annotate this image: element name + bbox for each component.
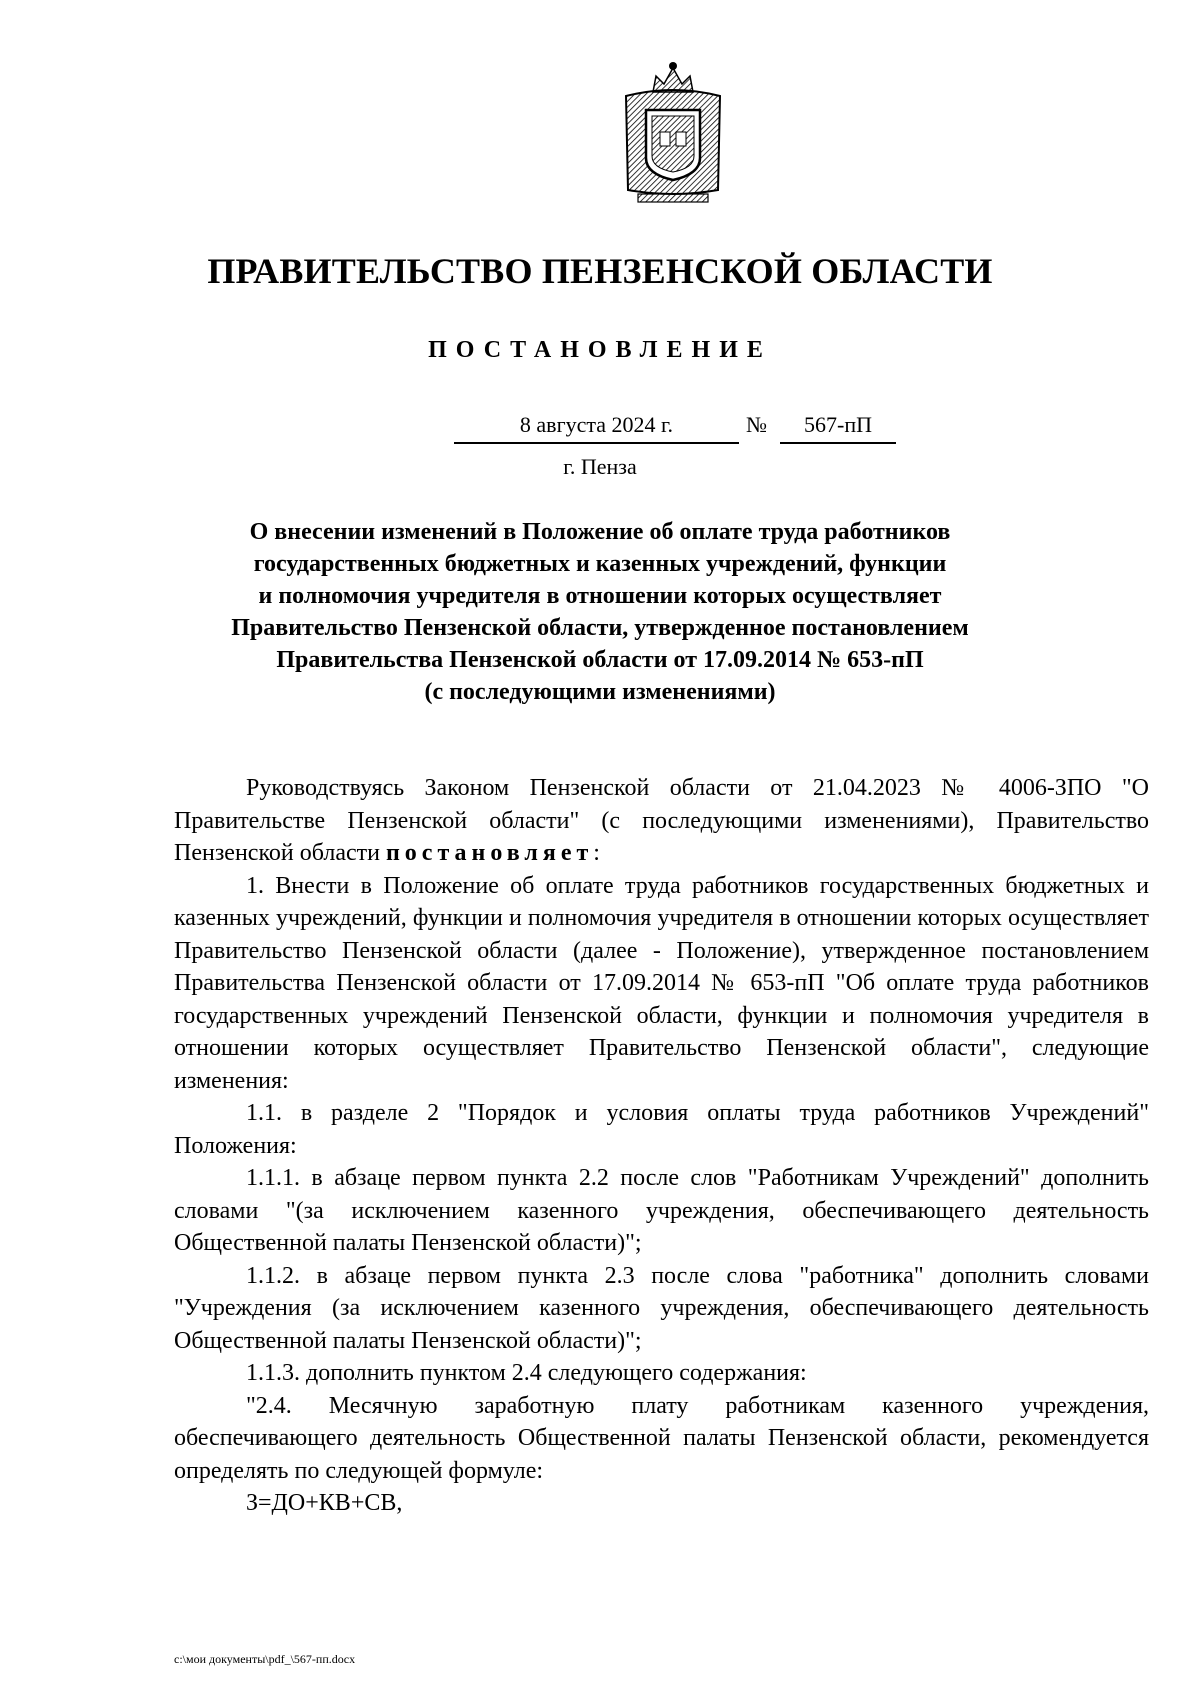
title-line: О внесении изменений в Положение об оплате труда работников (249, 519, 951, 545)
title-line: Правительство Пензенской области, утвержденное постановлением (231, 615, 969, 641)
document-type: ПОСТАНОВЛЕНИЕ (428, 337, 772, 363)
city: г. Пенза (563, 454, 637, 479)
document-body (174, 772, 1149, 1520)
penza-region-coat-of-arms-icon (608, 58, 738, 208)
paragraph-1-1-1: 1.1.1. в абзаце первом пункта 2.2 после слов "Работникам Учреждений" дополнить словами "(за исключением казенного учреждения, обеспечивающего деятельность Общественной палаты Пензенской области)"; (174, 1165, 1149, 1256)
title-line: (с последующими изменениями) (424, 679, 776, 705)
paragraph-1-1: 1.1. в разделе 2 "Порядок и условия оплаты труда работников Учреждений" Положения: (174, 1100, 1149, 1159)
government-name: ПРАВИТЕЛЬСТВО ПЕНЗЕНСКОЙ ОБЛАСТИ (207, 251, 993, 291)
intro-paragraph (174, 772, 1149, 870)
paragraph-2-4: "2.4. Месячную заработную плату работникам казенного учреждения, обеспечивающего деятельность Общественной палаты Пензенской области, рекомендуется определять по следующей формуле: (174, 1392, 1149, 1484)
formula: З=ДО+КВ+СВ, (246, 1490, 403, 1516)
intro-end: : (593, 840, 600, 866)
file-path-footer: c:\мои документы\pdf_\567-пп.docx (174, 1652, 356, 1666)
paragraph-1-1-2: 1.1.2. в абзаце первом пункта 2.3 после слова "работника" дополнить словами "Учреждения (за исключением казенного учреждения, обеспечивающего деятельность Общественной палаты Пензенской области)"; (174, 1262, 1149, 1354)
paragraph-1-1-3: 1.1.3. дополнить пунктом 2.4 следующего содержания: (246, 1360, 807, 1386)
title-line: Правительства Пензенской области от 17.09.2014 № 653-пП (276, 647, 924, 673)
document-title (200, 516, 1000, 708)
document-number: 567-пП (780, 412, 896, 444)
title-line: и полномочия учредителя в отношении которых осуществляет (258, 583, 942, 609)
document-date: 8 августа 2024 г. (454, 412, 739, 444)
intro-text: Руководствуясь Законом Пензенской области от 21.04.2023 № 4006-ЗПО "О Правительстве Пензенской области" (с последующими изменениями), Правительство Пензенской области (174, 775, 1149, 866)
paragraph-1: 1. Внести в Положение об оплате труда работников государственных бюджетных и казенных учреждений, функции и полномочия учредителя в отношении которых осуществляет Правительство Пензенской области (далее - Положение), утвержденное постановлением Правительства Пензенской области от 17.09.2014 № 653-пП "Об оплате труда работников государственных учреждений Пензенской области, функции и полномочия учредителя в отношении которых осуществляет Правительство Пензенской области", следующие изменения: (174, 872, 1149, 1094)
resolves-keyword: постановляет (385, 840, 594, 866)
number-sign: № (746, 412, 767, 437)
title-line: государственных бюджетных и казенных учреждений, функции (253, 551, 947, 577)
